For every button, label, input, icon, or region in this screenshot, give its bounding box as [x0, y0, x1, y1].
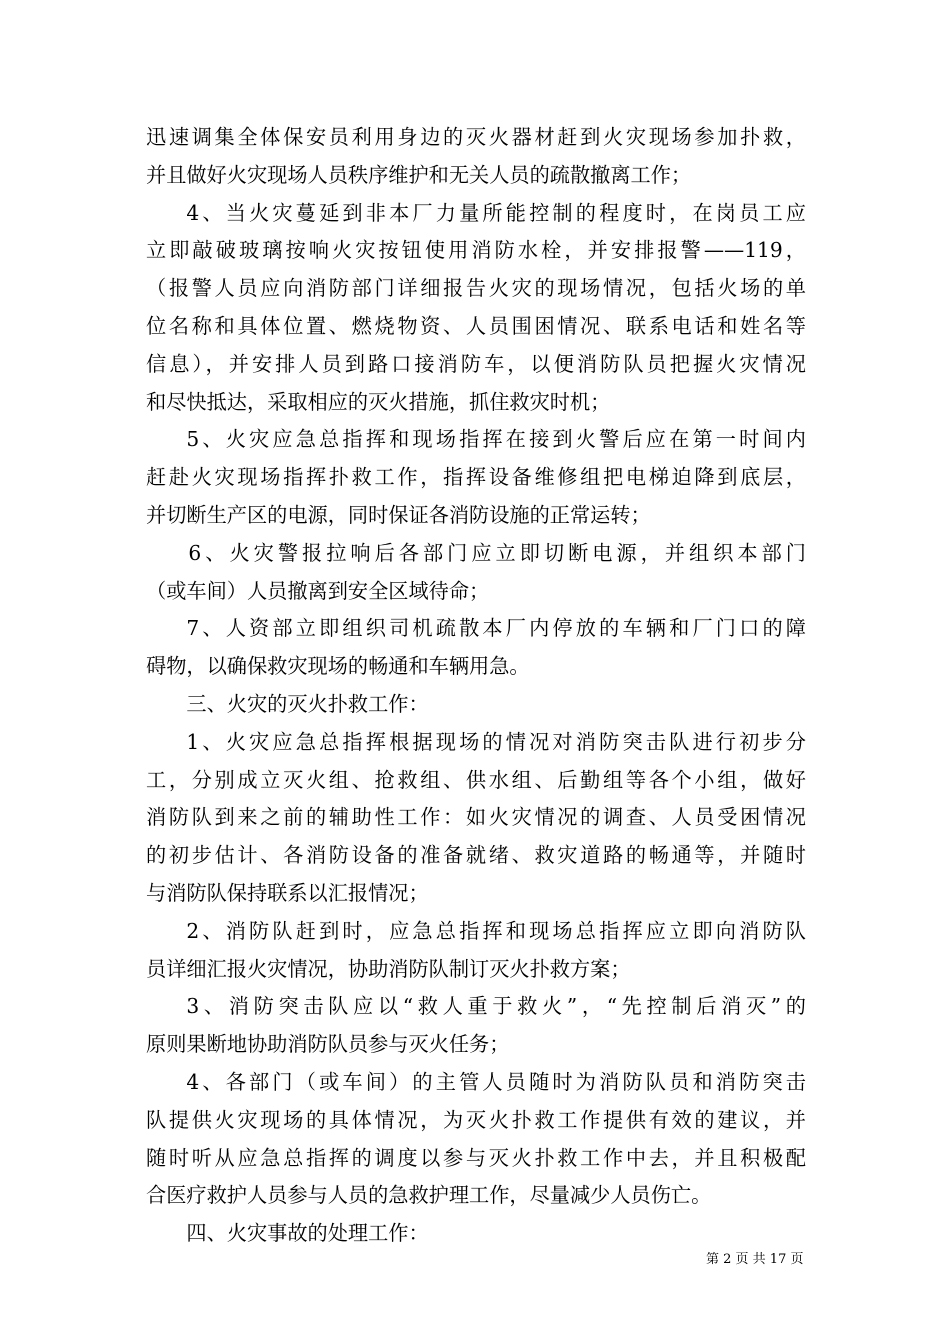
text-line: （报警人员应向消防部门详细报告火灾的现场情况，包括火场的单 — [146, 276, 806, 301]
text-line: 并切断生产区的电源，同时保证各消防设施的正常运转； — [146, 502, 651, 527]
text-line: 随时听从应急总指挥的调度以参与灭火扑救工作中去，并且积极配 — [146, 1145, 806, 1170]
text-line: 赶赴火灾现场指挥扑救工作，指挥设备维修组把电梯迫降到底层， — [146, 465, 806, 490]
text-line: 与消防队保持联系以汇报情况； — [146, 880, 429, 905]
text-line: （或车间）人员撤离到安全区域待命； — [146, 578, 490, 603]
text-line: 4、当火灾蔓延到非本厂力量所能控制的程度时，在岗员工应 — [186, 200, 806, 225]
text-line: 工，分别成立灭火组、抢救组、供水组、后勤组等各个小组，做好 — [146, 767, 806, 792]
text-line: 信息），并安排人员到路口接消防车，以便消防队员把握火灾情况 — [146, 351, 806, 376]
text-line: 立即敲破玻璃按响火灾按钮使用消防水栓，并安排报警——119， — [146, 238, 806, 263]
text-line: 7、人资部立即组织司机疏散本厂内停放的车辆和厂门口的障 — [186, 616, 806, 641]
text-line: 队提供火灾现场的具体情况，为灭火扑救工作提供有效的建议，并 — [146, 1107, 806, 1132]
text-line: 原则果断地协助消防队员参与灭火任务； — [146, 1032, 510, 1057]
text-line: 4、各部门（或车间）的主管人员随时为消防队员和消防突击 — [186, 1069, 806, 1094]
text-line: 三、火灾的灭火扑救工作： — [186, 691, 429, 716]
text-line: 2、消防队赶到时，应急总指挥和现场总指挥应立即向消防队 — [186, 918, 806, 943]
text-line: 1、火灾应急总指挥根据现场的情况对消防突击队进行初步分 — [186, 729, 806, 754]
text-line: 位名称和具体位置、燃烧物资、人员围困情况、联系电话和姓名等 — [146, 313, 806, 338]
text-line: 6、火灾警报拉响后各部门应立即切断电源，并组织本部门 — [188, 540, 806, 565]
text-line: 四、火灾事故的处理工作： — [186, 1221, 429, 1246]
document-body — [146, 119, 806, 1253]
text-line: 员详细汇报火灾情况，协助消防队制订灭火扑救方案； — [146, 956, 631, 981]
text-line: 碍物，以确保救灾现场的畅通和车辆用急。 — [146, 654, 530, 679]
text-line: 5、火灾应急总指挥和现场指挥在接到火警后应在第一时间内 — [186, 427, 806, 452]
text-line: 迅速调集全体保安员利用身边的灭火器材赶到火灾现场参加扑救， — [146, 125, 806, 149]
text-line: 并且做好火灾现场人员秩序维护和无关人员的疏散撤离工作； — [146, 162, 692, 187]
text-line: 的初步估计、各消防设备的准备就绪、救灾道路的畅通等，并随时 — [146, 843, 806, 868]
text-line: 和尽快抵达，采取相应的灭火措施，抓住救灾时机； — [146, 389, 611, 414]
page-number: 第 2 页 共 17 页 — [706, 1252, 804, 1267]
text-line: 3、消防突击队应以“救人重于救火”，“先控制后消灭”的 — [186, 994, 806, 1019]
text-line: 合医疗救护人员参与人员的急救护理工作，尽量减少人员伤亡。 — [146, 1183, 712, 1208]
text-line: 消防队到来之前的辅助性工作：如火灾情况的调查、人员受困情况 — [146, 805, 806, 830]
